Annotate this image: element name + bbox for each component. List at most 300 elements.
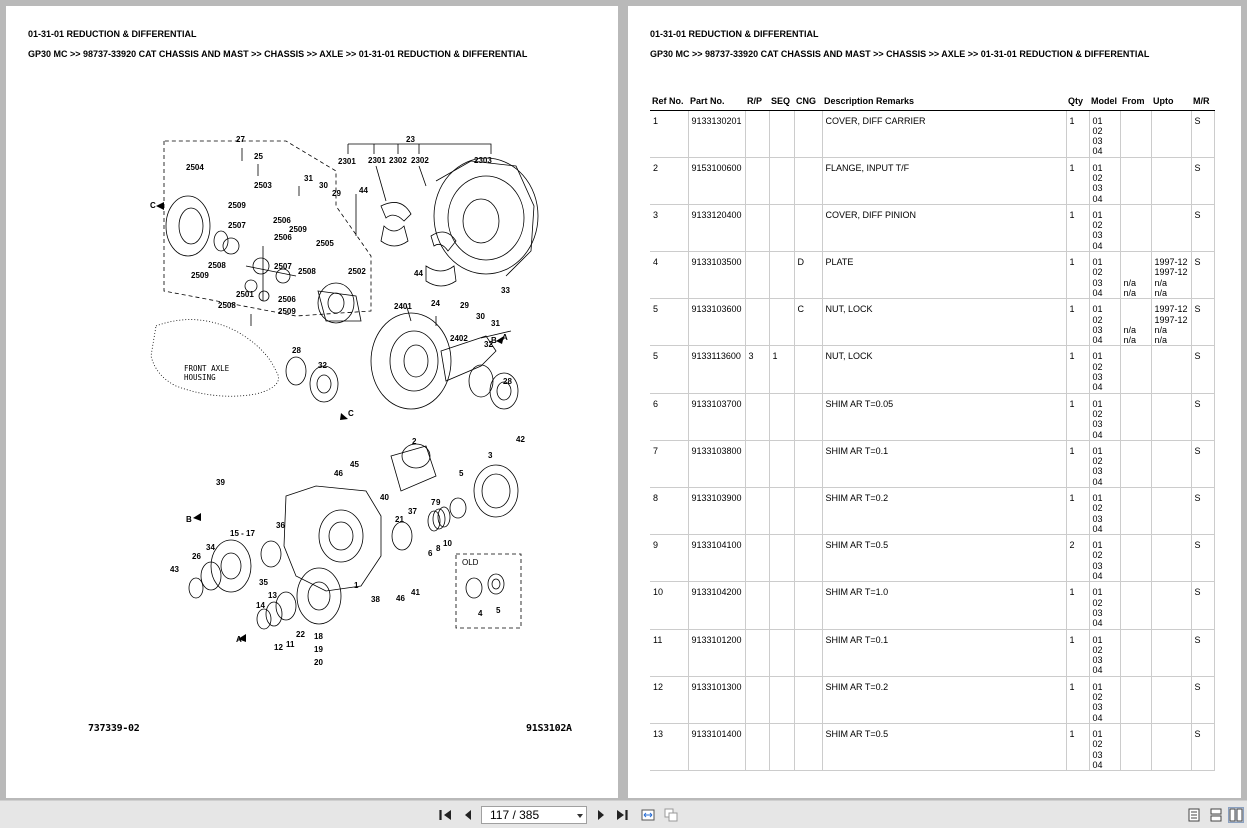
model-cell-line: 02: [1092, 644, 1103, 655]
from-cell: [1120, 157, 1151, 204]
description-cell: COVER, DIFF PINION: [822, 204, 1066, 251]
description-cell: SHIM AR T=0.5: [822, 723, 1066, 770]
description-cell: SHIM AR T=0.2: [822, 488, 1066, 535]
description-cell: COVER, DIFF CARRIER: [822, 110, 1066, 157]
model-cell: [1089, 582, 1120, 629]
column-header: Model: [1089, 92, 1120, 110]
mr-cell: S: [1191, 488, 1214, 535]
upto-cell: [1151, 440, 1191, 487]
rp-cell: [745, 252, 769, 299]
description-cell: SHIM AR T=0.05: [822, 393, 1066, 440]
part-no-cell: 9133103600: [688, 299, 745, 346]
model-cell-line: 04: [1092, 240, 1103, 251]
model-cell-line: 02: [1092, 408, 1103, 419]
svg-text:12: 12: [274, 643, 283, 652]
svg-text:2301: 2301: [338, 157, 356, 166]
svg-text:2402: 2402: [450, 334, 468, 343]
model-cell: [1089, 676, 1120, 723]
model-cell-line: 04: [1092, 382, 1103, 393]
column-header: SEQ: [769, 92, 794, 110]
chevron-down-icon: [577, 814, 583, 818]
model-cell-line: 01: [1092, 162, 1103, 173]
model-cell-line: 02: [1092, 361, 1103, 372]
svg-text:2509: 2509: [228, 201, 246, 210]
model-cell: [1089, 299, 1120, 346]
seq-cell: [769, 676, 794, 723]
model-cell-line: 04: [1092, 571, 1103, 582]
svg-text:43: 43: [170, 565, 179, 574]
part-no-cell: 9133101300: [688, 676, 745, 723]
svg-text:30: 30: [319, 181, 328, 190]
column-header: Ref No.: [650, 92, 688, 110]
mr-cell: S: [1191, 676, 1214, 723]
rp-cell: [745, 157, 769, 204]
part-no-cell: 9133104100: [688, 535, 745, 582]
part-no-cell: 9133101400: [688, 723, 745, 770]
upto-cell-line: 1997-12: [1154, 257, 1188, 268]
model-cell-line: 04: [1092, 712, 1103, 723]
qty-cell: 1: [1066, 440, 1089, 487]
model-cell-line: 01: [1092, 634, 1103, 645]
part-no-cell: 9133104200: [688, 582, 745, 629]
description-cell: FLANGE, INPUT T/F: [822, 157, 1066, 204]
svg-text:28: 28: [292, 346, 301, 355]
svg-text:11: 11: [286, 640, 295, 649]
qty-cell: 1: [1066, 676, 1089, 723]
from-cell-line: n/a: [1123, 335, 1137, 346]
svg-text:2301: 2301: [368, 156, 386, 165]
svg-text:18: 18: [314, 632, 323, 641]
single-page-view-button[interactable]: [1186, 807, 1202, 823]
mr-cell: S: [1191, 110, 1214, 157]
upto-cell: [1151, 299, 1191, 346]
svg-text:36: 36: [276, 521, 285, 530]
first-page-button[interactable]: [438, 807, 454, 823]
rp-cell: [745, 676, 769, 723]
cng-cell: [794, 346, 822, 393]
from-cell: [1120, 252, 1151, 299]
part-no-cell: 9133103800: [688, 440, 745, 487]
model-cell: [1089, 440, 1120, 487]
model-cell-line: 02: [1092, 597, 1103, 608]
model-cell-line: 02: [1092, 125, 1103, 136]
model-cell-line: 02: [1092, 503, 1103, 514]
upto-cell: [1151, 535, 1191, 582]
cng-cell: C: [794, 299, 822, 346]
cng-cell: D: [794, 252, 822, 299]
from-cell: [1120, 535, 1151, 582]
model-cell-line: 01: [1092, 445, 1103, 456]
model-cell-line: 03: [1092, 277, 1103, 288]
mr-cell: S: [1191, 393, 1214, 440]
model-cell-line: 04: [1092, 287, 1103, 298]
column-header: M/R: [1191, 92, 1214, 110]
svg-text:2509: 2509: [289, 225, 307, 234]
model-cell-line: 04: [1092, 618, 1103, 629]
model-cell-line: 04: [1092, 335, 1103, 346]
svg-text:46: 46: [334, 469, 343, 478]
rp-cell: [745, 440, 769, 487]
upto-cell-line: n/a: [1154, 324, 1168, 335]
model-cell-line: 01: [1092, 304, 1103, 315]
seq-cell: [769, 299, 794, 346]
qty-cell: 2: [1066, 535, 1089, 582]
model-cell: [1089, 204, 1120, 251]
model-cell-line: 01: [1092, 540, 1103, 551]
model-cell-line: 02: [1092, 692, 1103, 703]
ref-no-cell: 8: [650, 488, 688, 535]
ref-no-cell: 9: [650, 535, 688, 582]
svg-text:2302: 2302: [411, 156, 429, 165]
seq-cell: [769, 110, 794, 157]
qty-cell: 1: [1066, 723, 1089, 770]
model-cell-line: 03: [1092, 136, 1103, 147]
svg-text:29: 29: [460, 301, 469, 310]
svg-text:31: 31: [491, 319, 500, 328]
model-cell-line: 01: [1092, 398, 1103, 409]
model-cell-line: 04: [1092, 665, 1103, 676]
qty-cell: 1: [1066, 299, 1089, 346]
column-header: R/P: [745, 92, 769, 110]
from-cell: [1120, 488, 1151, 535]
table-row: [650, 204, 1214, 251]
table-row: [650, 252, 1214, 299]
seq-cell: [769, 629, 794, 676]
continuous-view-button[interactable]: [1208, 807, 1224, 823]
svg-text:14: 14: [256, 601, 265, 610]
upto-cell-line: n/a: [1154, 287, 1168, 298]
table-row: [650, 440, 1214, 487]
svg-text:45: 45: [350, 460, 359, 469]
upto-cell: [1151, 252, 1191, 299]
mr-cell: S: [1191, 157, 1214, 204]
svg-text:2503: 2503: [254, 181, 272, 190]
from-cell-line: n/a: [1123, 324, 1137, 335]
svg-text:40: 40: [380, 493, 389, 502]
model-cell-line: 01: [1092, 681, 1103, 692]
part-no-cell: 9133113600: [688, 346, 745, 393]
table-row: [650, 110, 1214, 157]
model-cell-line: 03: [1092, 749, 1103, 760]
upto-cell: [1151, 629, 1191, 676]
svg-text:C: C: [150, 201, 156, 210]
cng-cell: [794, 676, 822, 723]
svg-text:2401: 2401: [394, 302, 412, 311]
rp-cell: [745, 629, 769, 676]
cng-cell: [794, 582, 822, 629]
cng-cell: [794, 535, 822, 582]
seq-cell: [769, 393, 794, 440]
table-row: [650, 488, 1214, 535]
mr-cell: S: [1191, 252, 1214, 299]
column-header: CNG: [794, 92, 822, 110]
next-page-icon: [596, 809, 606, 821]
seq-cell: [769, 535, 794, 582]
svg-text:3: 3: [488, 451, 493, 460]
cng-cell: [794, 393, 822, 440]
svg-text:19: 19: [314, 645, 323, 654]
svg-text:13: 13: [268, 591, 277, 600]
seq-cell: 1: [769, 346, 794, 393]
svg-text:9: 9: [436, 498, 441, 507]
seq-cell: [769, 252, 794, 299]
seq-cell: [769, 723, 794, 770]
svg-text:32: 32: [484, 340, 493, 349]
model-cell-line: 03: [1092, 655, 1103, 666]
model-cell-line: 01: [1092, 257, 1103, 268]
page-heading: 01-31-01 REDUCTION & DIFFERENTIAL: [28, 29, 197, 39]
page-heading: 01-31-01 REDUCTION & DIFFERENTIAL: [650, 29, 819, 39]
svg-text:2506: 2506: [274, 233, 292, 242]
svg-text:32: 32: [318, 361, 327, 370]
rp-cell: [745, 393, 769, 440]
svg-text:21: 21: [395, 515, 404, 524]
ref-no-cell: 2: [650, 157, 688, 204]
figure-id-right: 91S3102A: [526, 723, 572, 734]
prev-page-icon: [463, 809, 473, 821]
model-cell-line: 03: [1092, 560, 1103, 571]
svg-text:2508: 2508: [208, 261, 226, 270]
ref-no-cell: 12: [650, 676, 688, 723]
svg-text:35: 35: [259, 578, 268, 587]
from-cell: [1120, 582, 1151, 629]
model-cell-line: 02: [1092, 314, 1103, 325]
left-page: [6, 6, 618, 798]
upto-cell: [1151, 723, 1191, 770]
model-cell: [1089, 629, 1120, 676]
from-cell: [1120, 393, 1151, 440]
cng-cell: [794, 157, 822, 204]
svg-text:42: 42: [516, 435, 525, 444]
svg-text:2509: 2509: [191, 271, 209, 280]
page-number-select[interactable]: [481, 806, 587, 824]
model-cell: [1089, 110, 1120, 157]
table-row: [650, 393, 1214, 440]
qty-cell: 1: [1066, 488, 1089, 535]
ref-no-cell: 3: [650, 204, 688, 251]
qty-cell: 1: [1066, 157, 1089, 204]
upto-cell: [1151, 157, 1191, 204]
upto-cell-line: n/a: [1154, 335, 1168, 346]
model-cell-line: 02: [1092, 220, 1103, 231]
svg-text:28: 28: [503, 377, 512, 386]
exploded-parts-diagram: [136, 126, 546, 667]
model-cell-line: 03: [1092, 324, 1103, 335]
svg-text:15 - 17: 15 - 17: [230, 529, 255, 538]
two-page-icon: [1229, 808, 1243, 822]
from-cell: [1120, 440, 1151, 487]
table-header-row: [650, 92, 1214, 110]
model-cell-line: 03: [1092, 466, 1103, 477]
table-row: [650, 346, 1214, 393]
rp-cell: [745, 204, 769, 251]
svg-text:2501: 2501: [236, 290, 254, 299]
mr-cell: S: [1191, 582, 1214, 629]
svg-text:2506: 2506: [278, 295, 296, 304]
from-cell-line: [1124, 257, 1149, 267]
from-cell-line: [1124, 267, 1149, 277]
svg-text:B: B: [491, 336, 497, 345]
svg-text:29: 29: [332, 189, 341, 198]
part-no-cell: 9133130201: [688, 110, 745, 157]
svg-text:2: 2: [412, 437, 417, 446]
upto-cell: [1151, 110, 1191, 157]
part-no-cell: 9133101200: [688, 629, 745, 676]
part-no-cell: 9133103900: [688, 488, 745, 535]
model-cell-line: 01: [1092, 209, 1103, 220]
model-cell: [1089, 488, 1120, 535]
svg-text:31: 31: [304, 174, 313, 183]
svg-text:5: 5: [459, 469, 464, 478]
svg-text:2504: 2504: [186, 163, 204, 172]
column-header: Description Remarks: [822, 92, 1066, 110]
upto-cell: [1151, 393, 1191, 440]
rp-cell: [745, 299, 769, 346]
svg-text:OLD: OLD: [462, 558, 479, 567]
next-page-button[interactable]: [593, 807, 609, 823]
mr-cell: S: [1191, 346, 1214, 393]
svg-text:24: 24: [431, 299, 440, 308]
svg-text:2506: 2506: [273, 216, 291, 225]
column-header: From: [1120, 92, 1151, 110]
svg-text:44: 44: [359, 186, 368, 195]
from-cell-line: [1124, 304, 1149, 314]
ref-no-cell: 5: [650, 346, 688, 393]
svg-text:7: 7: [431, 498, 436, 507]
model-cell-line: 01: [1092, 493, 1103, 503]
mr-cell: S: [1191, 204, 1214, 251]
svg-text:8: 8: [436, 544, 441, 553]
model-cell-line: 03: [1092, 702, 1103, 713]
ref-no-cell: 6: [650, 393, 688, 440]
mr-cell: S: [1191, 723, 1214, 770]
fit-width-icon: [640, 807, 656, 823]
model-cell-line: 01: [1092, 115, 1103, 126]
svg-text:10: 10: [443, 539, 452, 548]
model-cell: [1089, 393, 1120, 440]
model-cell-line: 03: [1092, 183, 1103, 194]
svg-text:25: 25: [254, 152, 263, 161]
seq-cell: [769, 157, 794, 204]
part-no-cell: 9133103500: [688, 252, 745, 299]
model-cell-line: 02: [1092, 267, 1103, 278]
ref-no-cell: 1: [650, 110, 688, 157]
model-cell: [1089, 535, 1120, 582]
rp-cell: 3: [745, 346, 769, 393]
seq-cell: [769, 582, 794, 629]
upto-cell: [1151, 204, 1191, 251]
rp-cell: [745, 582, 769, 629]
svg-text:6: 6: [428, 549, 433, 558]
table-row: [650, 299, 1214, 346]
from-cell-line: n/a: [1123, 277, 1137, 288]
model-cell-line: 01: [1092, 351, 1103, 362]
breadcrumb: GP30 MC >> 98737-33920 CAT CHASSIS AND MAST >> CHASSIS >> AXLE >> 01-31-01 REDUCTION & DIFFERENTIAL: [650, 49, 1150, 59]
model-cell-line: 03: [1092, 419, 1103, 430]
model-cell-line: 01: [1092, 728, 1103, 739]
seq-cell: [769, 488, 794, 535]
column-header: Upto: [1151, 92, 1191, 110]
ref-no-cell: 7: [650, 440, 688, 487]
from-cell: [1120, 676, 1151, 723]
svg-text:FRONT AXLE: FRONT AXLE: [184, 364, 230, 373]
right-page: [628, 6, 1241, 798]
svg-text:2507: 2507: [228, 221, 246, 230]
model-cell: [1089, 346, 1120, 393]
svg-text:B: B: [186, 515, 192, 524]
model-cell-line: 04: [1092, 429, 1103, 440]
part-no-cell: 9153100600: [688, 157, 745, 204]
ref-no-cell: 10: [650, 582, 688, 629]
from-cell: [1120, 299, 1151, 346]
qty-cell: 1: [1066, 393, 1089, 440]
svg-text:2502: 2502: [348, 267, 366, 276]
fit-page-button[interactable]: [663, 807, 679, 823]
part-no-cell: 9133103700: [688, 393, 745, 440]
svg-text:5: 5: [496, 606, 501, 615]
last-page-button[interactable]: [614, 807, 630, 823]
from-cell: [1120, 629, 1151, 676]
upto-cell: [1151, 488, 1191, 535]
description-cell: SHIM AR T=0.1: [822, 440, 1066, 487]
seq-cell: [769, 204, 794, 251]
parts-table: [650, 92, 1215, 771]
qty-cell: 1: [1066, 204, 1089, 251]
upto-cell: [1151, 582, 1191, 629]
mr-cell: S: [1191, 299, 1214, 346]
upto-cell: [1151, 346, 1191, 393]
cng-cell: [794, 440, 822, 487]
model-cell-line: 04: [1092, 476, 1103, 487]
svg-text:37: 37: [408, 507, 417, 516]
prev-page-button[interactable]: [460, 807, 476, 823]
svg-text:23: 23: [406, 135, 415, 144]
two-page-view-button[interactable]: [1228, 807, 1244, 823]
svg-text:4: 4: [478, 609, 483, 618]
table-row: [650, 676, 1214, 723]
svg-text:2303: 2303: [474, 156, 492, 165]
ref-no-cell: 11: [650, 629, 688, 676]
svg-text:27: 27: [236, 135, 245, 144]
description-cell: SHIM AR T=0.1: [822, 629, 1066, 676]
model-cell-line: 03: [1092, 607, 1103, 618]
part-no-cell: 9133120400: [688, 204, 745, 251]
cng-cell: [794, 723, 822, 770]
continuous-page-icon: [1210, 808, 1222, 822]
svg-text:41: 41: [411, 588, 420, 597]
svg-text:38: 38: [371, 595, 380, 604]
from-cell-line: [1124, 315, 1149, 325]
table-row: [650, 723, 1214, 770]
cng-cell: [794, 110, 822, 157]
ref-no-cell: 13: [650, 723, 688, 770]
svg-text:22: 22: [296, 630, 305, 639]
fit-width-button[interactable]: [640, 807, 656, 823]
single-page-icon: [1188, 808, 1200, 822]
upto-cell-line: 1997-12: [1154, 267, 1188, 278]
upto-cell: [1151, 676, 1191, 723]
svg-text:44: 44: [414, 269, 423, 278]
svg-text:2508: 2508: [218, 301, 236, 310]
model-cell-line: 02: [1092, 739, 1103, 750]
svg-text:33: 33: [501, 286, 510, 295]
upto-cell-line: 1997-12: [1154, 304, 1188, 315]
description-cell: NUT, LOCK: [822, 299, 1066, 346]
last-page-icon: [615, 809, 629, 821]
figure-id-left: 737339-02: [88, 723, 140, 734]
from-cell-line: n/a: [1123, 287, 1137, 298]
first-page-icon: [439, 809, 453, 821]
